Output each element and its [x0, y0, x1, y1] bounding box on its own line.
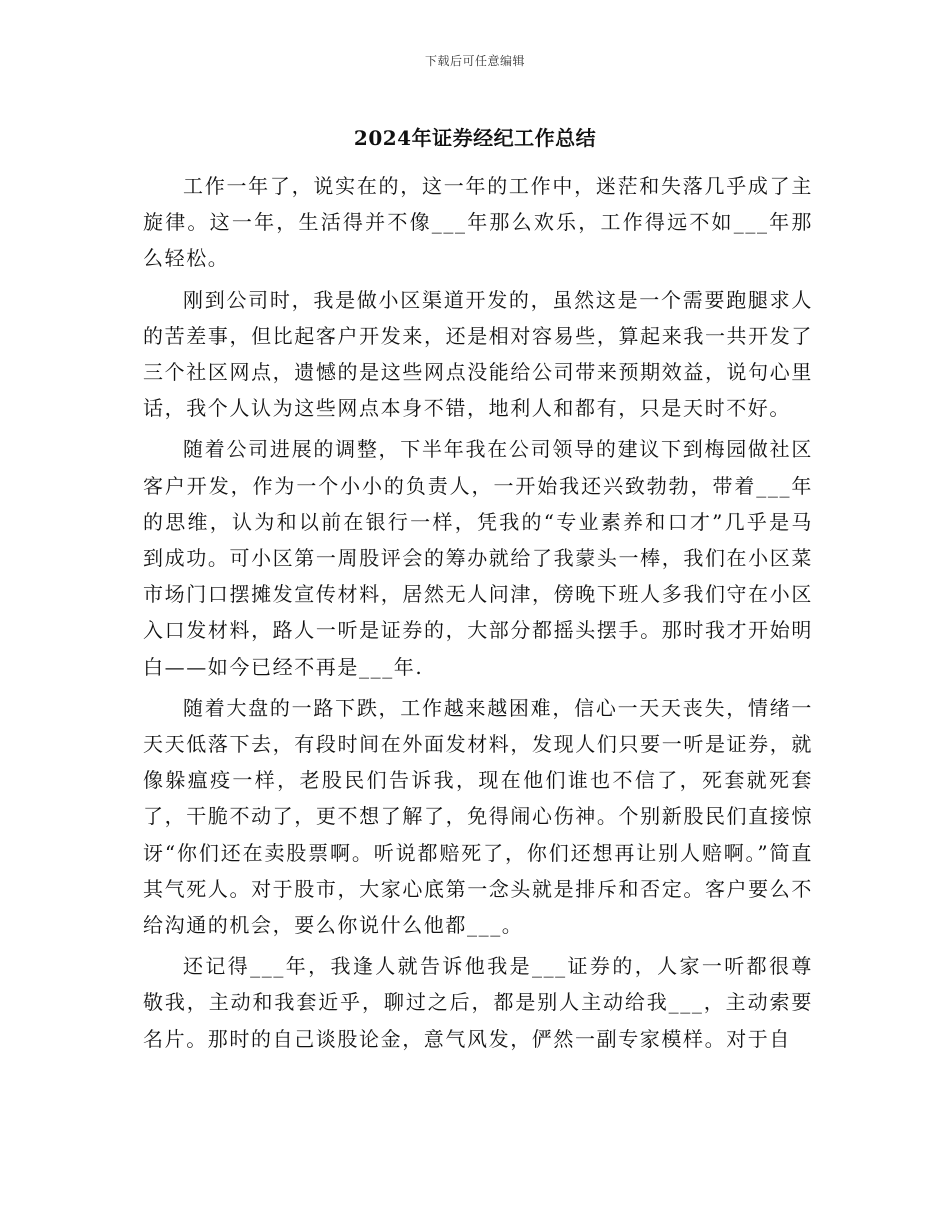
document-body — [143, 168, 813, 1062]
header-note: 下载后可任意编辑 — [424, 54, 525, 68]
document-title: 2024年证券经纪工作总结 — [353, 126, 597, 150]
paragraph: 随着公司进展的调整，下半年我在公司领导的建议下到梅园做社区客户开发，作为一个小小的负责人，一开始我还兴致勃勃，带着___年的思维，认为和以前在银行一样，凭我的“专业素养和口才”几乎是马到成功。可小区第一周股评会的筹办就给了我蒙头一棒，我们在小区菜市场门口摆摊发宣传材料，居然无人问津，傍晚下班人多我们守在小区入口发材料，路人一听是证券的，大部分都摇头摆手。那时我才开始明白——如今已经不再是___年. — [143, 437, 813, 679]
paragraph: 刚到公司时，我是做小区渠道开发的，虽然这是一个需要跑腿求人的苦差事，但比起客户开发来，还是相对容易些，算起来我一共开发了三个社区网点，遗憾的是这些网点没能给公司带来预期效益，说句心里话，我个人认为这些网点本身不错，地利人和都有，只是天时不好。 — [143, 287, 813, 421]
paragraph: 随着大盘的一路下跌，工作越来越困难，信心一天天丧失，情绪一天天低落下去，有段时间在外面发材料，发现人们只要一听是证券，就像躲瘟疫一样，老股民们告诉我，现在他们谁也不信了，死套就死套了，干脆不动了，更不想了解了，免得闹心伤神。个别新股民们直接惊讶“你们还在卖股票啊。听说都赔死了，你们还想再让别人赔啊。”简直其气死人。对于股市，大家心底第一念头就是排斥和否定。客户要么不给沟通的机会，要么你说什么他都___。 — [143, 695, 813, 938]
paragraph: 工作一年了，说实在的，这一年的工作中，迷茫和失落几乎成了主旋律。这一年，生活得并不像___年那么欢乐，工作得远不如___年那么轻松。 — [143, 174, 813, 271]
paragraph: 还记得___年，我逢人就告诉他我是___证券的，人家一听都很尊敬我，主动和我套近乎，聊过之后，都是别人主动给我___，主动索要名片。那时的自己谈股论金，意气风发，俨然一副专家模样。对于自 — [143, 954, 813, 1051]
